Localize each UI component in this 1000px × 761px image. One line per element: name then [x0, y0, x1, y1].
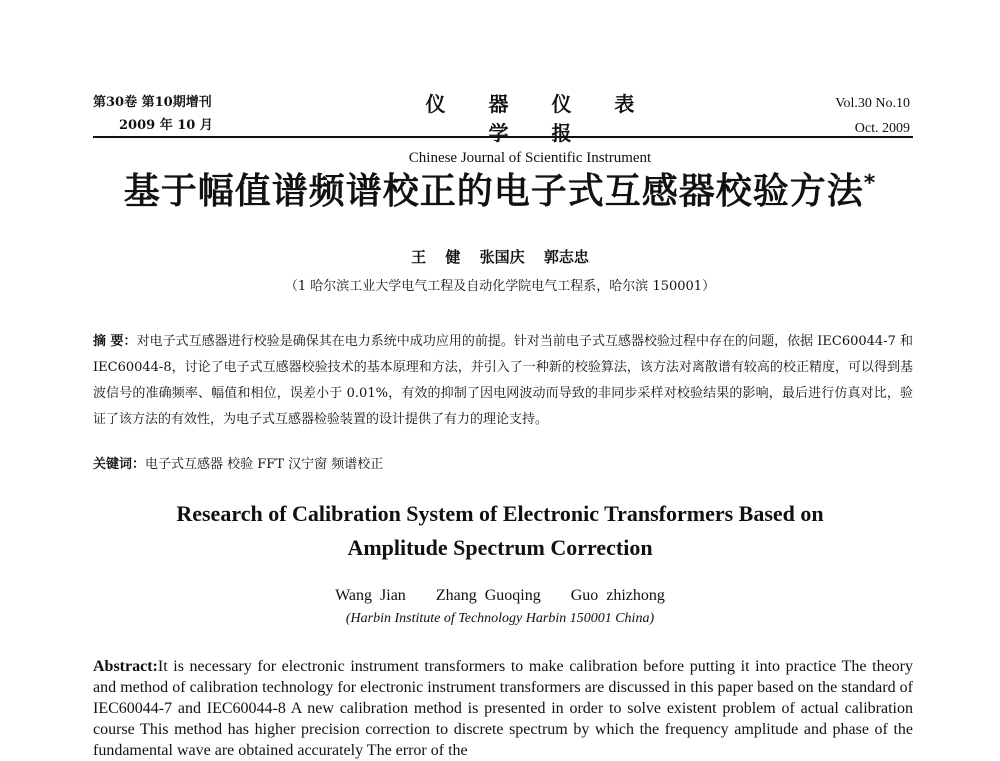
abstract-en-label: Abstract:	[93, 658, 158, 675]
authors-en	[0, 587, 1000, 605]
author-3: Guo zhizhong	[570, 587, 665, 604]
abstract-en-text: It is necessary for electronic instrument transformers to make calibration before putting it into practice The theory and method of calibration technology for electronic instrument transformers are discussed in this paper based on the standard of IEC60044-7 and IEC60044-8 A new calibration method is presented in order to solve existent problem of actual calibration course This method has higher precision correction to discrete spectrum by which the frequency amplitude and phase of the fundamental wave are obtained accurately The error of the	[93, 658, 913, 759]
journal-issue-info	[93, 92, 213, 138]
author-2: Zhang Guoqing	[435, 587, 541, 604]
title-footnote-mark: *	[863, 171, 877, 196]
abstract-en	[93, 656, 913, 761]
paper-title-en-line2: Amplitude Spectrum Correction	[347, 535, 653, 560]
keywords-cn-text: 电子式互感器 校验 FFT 汉宁窗 频谱校正	[145, 457, 384, 472]
journal-name-cn: 仪 器 仪 表 学 报	[425, 92, 653, 145]
keywords-cn	[93, 452, 913, 478]
journal-volume-en	[835, 92, 910, 141]
affiliation-cn: （1 哈尔滨工业大学电气工程及自动化学院电气工程系，哈尔滨 150001）	[284, 279, 716, 294]
journal-name-en: Chinese Journal of Scientific Instrument	[408, 150, 652, 166]
volume-issue: 第30卷 第10期增刊	[93, 95, 212, 110]
author-1: Wang Jian	[335, 587, 406, 604]
authors-cn: 王 健 张国庆 郭志忠	[411, 248, 589, 266]
keywords-cn-label: 关键词：	[93, 457, 146, 472]
volume-number: Vol.30 No.10	[835, 96, 910, 111]
journal-name	[380, 88, 680, 167]
abstract-cn-text: 对电子式互感器进行校验是确保其在电力系统中成功应用的前提。针对当前电子式互感器校验过程中存在的问题，依据 IEC60044-7 和 IEC60044-8，讨论了电子式互感器校验技术的基本原理和方法，并引入了一种新的校验算法，该方法对离散谱有较高的校正精度，可以得到基波信号的准确频率、幅值和相位，误差小于 0.01%，有效的抑制了因电网波动而导致的非同步采样对校验结果的影响，最后进行仿真对比，验证了该方法的有效性，为电子式互感器检验装置的设计提供了有力的理论支持。	[93, 334, 914, 427]
paper-title-en-line1: Research of Calibration System of Electronic Transformers Based on	[176, 501, 824, 526]
paper-title-cn-text: 基于幅值谱频谱校正的电子式互感器校验方法	[123, 171, 864, 212]
abstract-cn-label: 摘 要：	[93, 334, 137, 349]
header-rule	[93, 136, 913, 138]
publication-date-en: Oct. 2009	[854, 120, 910, 136]
affiliation-en: (Harbin Institute of Technology Harbin 150001 China)	[345, 611, 655, 626]
abstract-cn	[93, 329, 913, 433]
publication-date-cn: 2009 年 10 月	[119, 117, 213, 133]
paper-title-cn	[0, 163, 1000, 214]
paper-title-en	[0, 497, 1000, 565]
